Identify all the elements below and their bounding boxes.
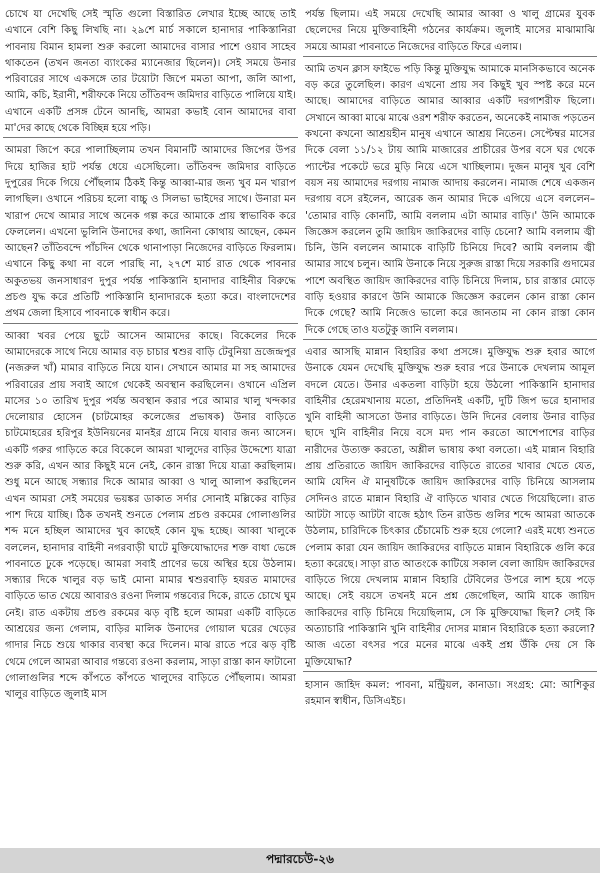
paragraph-mannan-bihari: এবার আসছি মান্নান বিহারির কথা প্রসঙ্গে। মুক্তিযুদ্ধ শুরু হবার আগে উনাকে যেমন দেখেছি মুক্তিযুদ্ধ শুরু হবার পরে উনাকে দেখলাম আমূল বদলে যেতে। উনার একতলা বাড়িটা হয়ে উঠলো পাকিস্তানি হানাদার বাহিনীর হেরেমখানায় মতো, প্রতিদিনই একটি, দুটি জিপ ভরে হানাদার খুনি বাহিনী আসতো উনার বাড়িতে। উনি দিনের বেলায় উনার বাড়ির ছাদে খুনি বাহিনীর নিয়ে বসে মদ্য পান করতো আশেপাশের বাড়ির নারীদের উত্যক্ত করতো, অশ্লীল ভাষায় কথা বলতো। এই মান্নান বিহারি প্রায় প্রতিরাতে জায়িদ জাকিরদের বাড়িতে রাতের খাবার খেতে যেত, আমি যেদিন ঐ মানুষটিকে জায়িদ জাকিরদের বাড়ি চিনিয়ে আসলাম সেদিনও রাতে মান্নান বিহারি ঐ বাড়িতে খাবার খেতে গিয়েছিলো। রাত আটটা সাড়ে আটটা বাজে হঠাৎ তিন রাউন্ড গুলির শব্দে আমরা আতকে উঠলাম, চারিদিকে চিৎকার চেঁচামেচি শুরু হয়ে গেলো? এরই মধ্যে শুনতে পেলাম কারা যেন জায়িদ জাকিরদের বাড়িতে মান্নান বিহারিকে গুলি করে হত্যা করেছে। সাড়া রাত আতংকে কাটিয়ে সকাল বেলা জায়িদ জাকিরদের বাড়িতে গিয়ে দেখলাম মান্নান বিহারি টেবিলের উপরে লাশ হয়ে পড়ে আছে। সেই বয়সে তখনই মনে প্রশ্ন জেগেছিল, আমি যাকে জায়িদ জাকিরদের বাড়ি চিনিয়ে দিয়েছিলাম, সে কি মুক্তিযোদ্ধা ছিল? সেই কি অত্যাচারি পাকিস্তানি খুনি বাহিনীর দোসর মান্নান বিহারিকে হত্যা করলো? আজ এতো বৎসর পরে মনের মাঝে একই প্রশ্ন উঁকি দেয় সে কি মুক্তিযোদ্ধা? bbox=[305, 346, 595, 668]
paragraph-divider bbox=[303, 671, 597, 672]
page-number-label: পদ্মারচেউ-২৬ bbox=[266, 851, 334, 866]
paragraph-air-raid: চোখে যা দেখেছি সেই স্মৃতি গুলো বিস্তারিত লেখার ইচ্ছে আছে তাই এখানে বেশি কিছু লিখছি না। ২৯শে মার্চ সকালে হানাদার পাকিস্তানিরা পাবনায় বিমান হামলা শুরু করলো আমাদের বাসার পাশে ওয়াব সাহেব থাকতেন (তখন জনতা ব্যাংকের ম্যানেজার ছিলেন)। সেই সময়ে উনার পরিবারের সাথে একসঙ্গে তার টয়োটা জিপে মমতা আপা, জলি আপা, আমি, কচি, ইরানী, শরীফকে নিয়ে তাঁতিবন্দ জমিদার বাড়িতে পালিয়ে যাই। এখানে একটি প্রসঙ্গ টেনে আনছি, আমরা কভাই বোন আমাদের বাবা মা'দের কাছে থেকে বিচ্ছিন্ন হয়ে পড়ি। bbox=[5, 9, 296, 135]
left-column bbox=[3, 7, 298, 843]
paragraph-journey: আব্বা খবর পেয়ে ছুটে আসেন আমাদের কাছে। বিকেলের দিকে আমাদেরকে সাথে নিয়ে আমার বড় চাচার শ্বশুর বাড়ি টেবুনিয়া ভ্রজেন্দ্রপুর (নজরুল খাঁ) মামার বাড়িতে নিয়ে যান। সেখানে আমার মা সহ আমাদের পরিবারের প্রায় সবাই আগে থেকেই অবস্থান করছিলেন। ওখানে এপ্রিল মাসের ১০ তারিখ দুপুর পর্যন্ত অবস্থান করার পরে আমার খালু খন্দকার দেলোয়ার হোসেন (চাটমোহর কলেজের প্রভাষক) উনার বাড়িতে চাটমোহরের হরিপুর ইউনিয়নের মানইর গ্রামে নিয়ে যাবার জন্য আসেন। একটি গরুর গাড়িতে করে বিকেলে আমরা খালুদের বাড়ির উদ্দেশ্যে যাত্রা শুরু করি, এখন আর কিছুই মনে নেই, কোন রাস্তা দিয়ে যাত্রা করছিলাম। শুধু মনে আছে সন্ধ্যার দিকে আমার আব্বা ও খালু আলাপ করছিলেন এখন আমরা সেই সময়ের ভয়ঙ্কর ডাকাত সর্দার সোনাই মল্লিকের বাড়ির পাশ দিয়ে যাচ্ছি। ঠিক তখনই শুনতে পেলাম প্রচণ্ড রকমের গোলাগুলির শব্দ মনে হচ্ছিল আমাদের খুব কাছেই কোন যুদ্ধ হচ্ছে। আব্বা খালুকে বললেন, হানাদার বাহিনী নগরবাড়ী ঘাটে মুক্তিযোদ্ধাদের শক্ত বাধা ভেঙ্গে পাবনাতে ঢুকে পড়েছে। আমরা সবাই প্রাণের ভয়ে অস্থির হয়ে উঠলাম। সন্ধ্যার দিকে খালুর বড় ভাই মোনা মামার শ্বশুরবাড়ি হযরত মামাদের বাড়িতে ভাত খেয়ে আবারও রওনা দিলাম গন্তব্যের দিকে, রাতে চোখে ঘুম নেই। রাত একটায় প্রচণ্ড রকমের ঝড় বৃষ্টি হলে আমরা একটি বাড়িতে আশ্রয়ের জন্য গেলাম, বাড়ির মালিক উনাদের গোয়াল ঘরের খেড়ের গাদার নিচে শুয়ে থাকার ব্যবস্থা করে দিলেন। মাঝ রাতে পরে ঝড় বৃষ্টি থেমে গেলে আমরা আবার গন্তব্যে রওনা করলাম, সাড়া রাস্তা কান ফাটানো গোলাগুলির শব্দে কাঁপতে কাঁপতে খালুদের বাড়িতে পৌঁছলাম। আমরা খালুর বাড়িতে জুলাই মাস bbox=[5, 330, 296, 701]
right-column bbox=[303, 7, 597, 843]
author-signature: হাসান জাহিদ কমল: পাবনা, মন্ট্রিয়ল, কানাডা। সংগ্রহ: মো: আশিকুর রহমান স্বাধীন, ডিসিএইচ। bbox=[305, 679, 595, 708]
paragraph-divider bbox=[303, 56, 597, 57]
paragraph-dargah: আমি তখন ক্লাস ফাইভে পড়ি কিন্তু মুক্তিযুদ্ধ আমাকে মানসিকভাবে অনেক বড় করে তুলেছিল। কারণ এখনো প্রায় সব কিছুই খুব স্পষ্ট করে মনে আছে। আমাদের বাড়িতে আমার আব্বার একটি দরগাশরীফ ছিলো। সেখানে আব্বা মাঝে মাঝে ওরশ শরীফ করতেন, অনেকেই নামাজ পড়তেন কখনো কখনো আশ্রয়হীন মানুষ এখানে আশ্রয় নিতেন। সেপ্টেম্বর মাসের দিকে বেলা ১১/১২ টায় আমি মাজারের প্রাচীরের উপর বসে ঘর থেকে প্যান্টের পকেটে ভরে মুড়ি নিয়ে এসে খাচ্ছিলাম। দুজন মানুষ খুব বেশি বয়স নয় আমাদের দরগায় নামাজ আদায় করলেন। নামাজ শেষে একজন দরগায় বসে রইলেন, আরেক জন আমার দিকে এগিয়ে এসে বললেন– 'তোমার বাড়ি কোনটি, আমি বললাম এটা আমার বাড়ি।' উনি আমাকে জিজ্ঞেস করলেন তুমি জায়িদ জাকিরদের বাড়ি চেনো? আমি বললাম জ্বী চিনি, উনি বললেন আমাকে বাড়িটি চিনিয়ে দিবে? আমি বললাম জ্বী আমার সাথে চলুন। আমি উনাকে নিয়ে সুরুজ রাস্তা দিয়ে সরকারি গুদামের পাশে অবস্থিত জায়িদ জাকিরদের বাড়ি চিনিয়ে দিলাম, চার রাস্তার মোড়ে বাড়ি হওয়ার কারণে উনি আমাকে জিজ্ঞেস করলেন কোন রাস্তা কোন দিকে গেছে? আমি নিজেও ভালো করে জানতাম না কোন রাস্তা কোন দিকে গেছে তাও যতটুকু জানি বললাম। bbox=[305, 63, 595, 336]
paragraph-divider bbox=[3, 137, 298, 138]
paragraph-return-home: পর্যন্ত ছিলাম। এই সময়ে দেখেছি আমার আব্বা ও খালু গ্রামের যুবক ছেলেদের নিয়ে মুক্তিবাহিনী গঠনের কার্যক্রম। জুলাই মাসের মাঝামাঝি সময়ে আমরা পাবনাতে নিজেদের বাড়িতে ফিরে এলাম। bbox=[305, 9, 595, 53]
paragraph-divider bbox=[303, 339, 597, 340]
paragraph-tantibondo: আমরা জিপে করে পালাচ্ছিলাম তখন বিমানটি আমাদের জিপের উপর দিয়ে হাজির হাট পর্যন্ত ধেয়ে এসেছিলো। তাঁতিবন্দ জমিদার বাড়িতে দুপুরের দিকে গিয়ে পৌঁছলাম ঠিকই কিন্তু আব্বা-মার জন্য খুব মন খারাপ লাগছিল। ওখানে পরিচয় হলো বাচ্চু ও সিলভা ভাইদের সাথে। উনারা মন খারাপ দেখে আমার সাথে অনেক গল্প করে আমাকে প্রায় স্বাভাবিক করে ফেললেন। এখনো ভুলিনি উনাদের কথা, জানিনা কোথায় আছেন, কেমন আছেন? তাঁতিবন্দে পাঁচদিন থেকে থানাপাড়া নিজেদের বাড়িতে ফিরলাম। এখানে কিছু কথা না বলে পারছি না, ২৭শে মার্চ রাত থেকে পাবনার অকুতভয় জনসাধারণ দুপুর পর্যন্ত পাকিস্তানি হানাদার বাহিনীর বিরুদ্ধে প্রচণ্ড যুদ্ধ করে প্রতিটি পাকিস্তানি হানাদারকে হত্যা করে। বাংলাদেশের প্রথম জেলা হিসাবে পাবনাকে স্বাধীন করে। bbox=[5, 145, 296, 320]
page-footer bbox=[0, 848, 600, 873]
paragraph-divider bbox=[3, 323, 298, 324]
